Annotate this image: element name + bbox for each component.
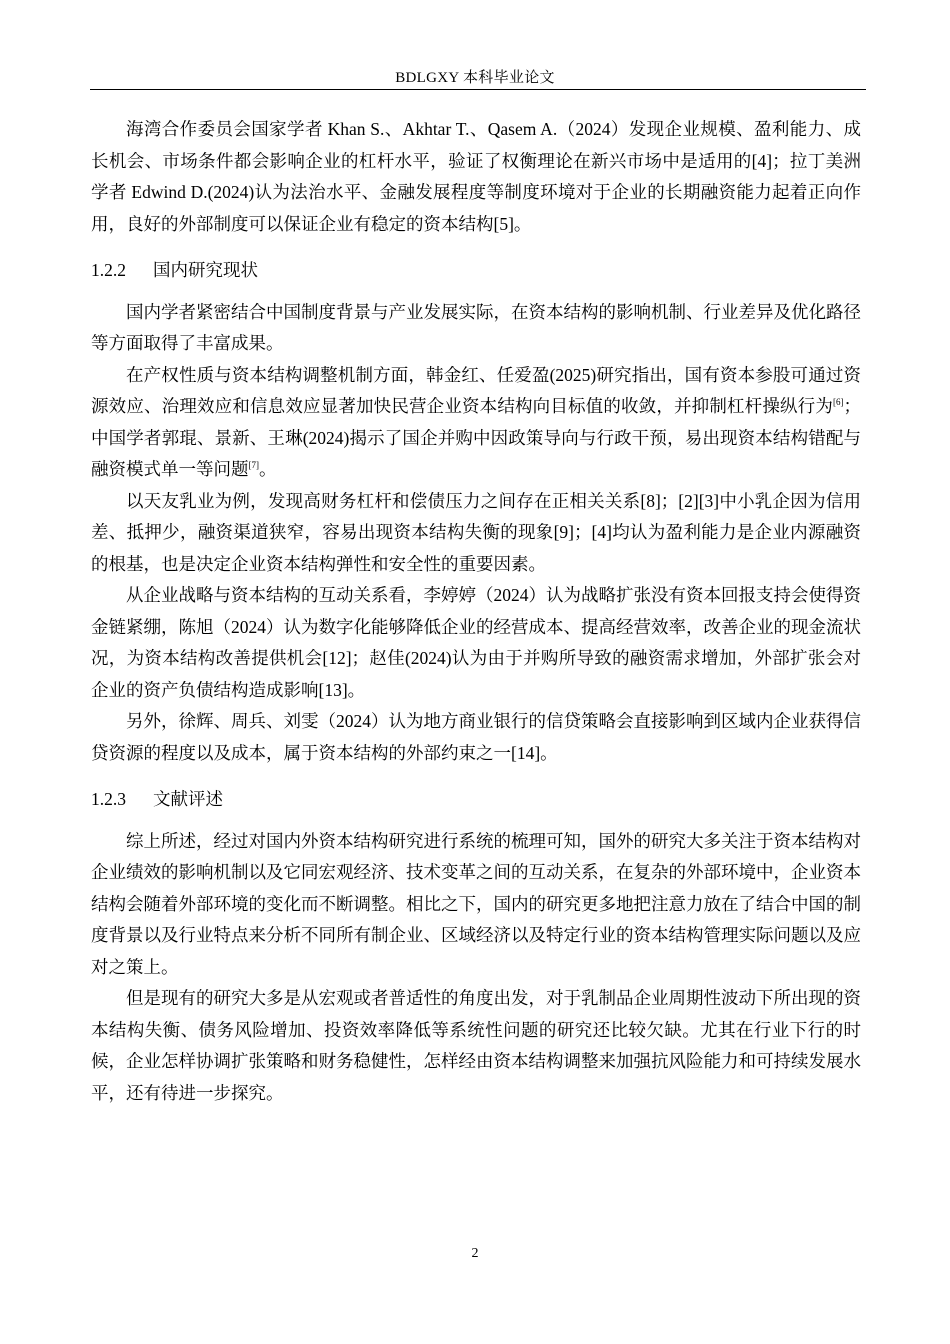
section-number: 1.2.3 bbox=[91, 789, 126, 809]
page-number: 2 bbox=[471, 1246, 479, 1261]
paragraph-review-summary: 综上所述，经过对国内外资本结构研究进行系统的梳理可知，国外的研究大多关注于资本结构对企业绩效的影响机制以及它同宏观经济、技术变革之间的互动关系，在复杂的外部环境中，企业资本结构会随着外部环境的变化而不断调整。相比之下，国内的研究更多地把注意力放在了结合中国的制度背景以及行业特点来分析不同所有制企业、区域经济以及特定行业的资本结构管理实际问题以及应对之策上。 bbox=[91, 830, 861, 977]
citation-6: [6] bbox=[833, 397, 844, 408]
paragraph-ownership bbox=[91, 360, 861, 486]
section-title: 国内研究现状 bbox=[153, 260, 258, 280]
section-number: 1.2.2 bbox=[91, 260, 126, 280]
paragraph-dairy-example: 以天友乳业为例，发现高财务杠杆和偿债压力之间存在正相关关系[8]；[2][3]中小乳企因为信用差、抵押少，融资渠道狭窄，容易出现资本结构失衡的现象[9]；[4]均认为盈利能力是企业内源融资的根基，也是决定企业资本结构弹性和安全性的重要因素。 bbox=[91, 490, 861, 574]
paragraph-research-gap: 但是现有的研究大多是从宏观或者普适性的角度出发，对于乳制品企业周期性波动下所出现的资本结构失衡、债务风险增加、投资效率降低等系统性问题的研究还比较欠缺。尤其在行业下行的时候，企业怎样协调扩张策略和财务稳健性，怎样经由资本结构调整来加强抗风险能力和可持续发展水平，还有待进一步探究。 bbox=[91, 988, 861, 1103]
citation-7: [7] bbox=[248, 460, 259, 471]
text-run: ；中国学者郭琨、景新、王琳(2024)揭示了国企并购中因政策导向与行政干预，易出现资本结构错配与融资模式单一等问题 bbox=[91, 396, 861, 479]
paragraph-strategy: 从企业战略与资本结构的互动关系看，李婷婷（2024）认为战略扩张没有资本回报支持会使得资金链紧绷，陈旭（2024）认为数字化能够降低企业的经营成本、提高经营效率，改善企业的现金流状况，为资本结构改善提供机会[12]；赵佳(2024)认为由于并购所导致的融资需求增加，外部扩张会对企业的资产负债结构造成影响[13]。 bbox=[91, 585, 861, 700]
text-run: 在产权性质与资本结构调整机制方面，韩金红、任爱盈(2025)研究指出，国有资本参股可通过资源效应、治理效应和信息效应显著加快民营企业资本结构向目标值的收敛，并抑制杠杆操纵行为 bbox=[91, 364, 861, 416]
section-heading-1-2-2 bbox=[91, 255, 861, 287]
paragraph-banks: 另外，徐辉、周兵、刘雯（2024）认为地方商业银行的信贷策略会直接影响到区域内企业获得信贷资源的程度以及成本，属于资本结构的外部约束之一[14]。 bbox=[91, 711, 861, 763]
running-header: BDLGXY 本科毕业论文 bbox=[395, 70, 555, 86]
section-heading-1-2-3 bbox=[91, 784, 861, 816]
header-divider bbox=[90, 89, 866, 90]
text-run: 。 bbox=[259, 459, 277, 479]
paragraph-foreign-research: 海湾合作委员会国家学者 Khan S.、Akhtar T.、Qasem A.（2024）发现企业规模、盈利能力、成长机会、市场条件都会影响企业的杠杆水平，验证了权衡理论在新兴市场中是适用的[4]；拉丁美洲学者 Edwind D.(2024)认为法治水平、金融发展程度等制度环境对于企业的长期融资能力起着正向作用，良好的外部制度可以保证企业有稳定的资本结构[5]。 bbox=[91, 119, 861, 234]
paragraph-domestic-intro: 国内学者紧密结合中国制度背景与产业发展实际，在资本结构的影响机制、行业差异及优化路径等方面取得了丰富成果。 bbox=[91, 301, 861, 353]
section-title: 文献评述 bbox=[153, 789, 223, 809]
body-content bbox=[91, 114, 861, 1109]
